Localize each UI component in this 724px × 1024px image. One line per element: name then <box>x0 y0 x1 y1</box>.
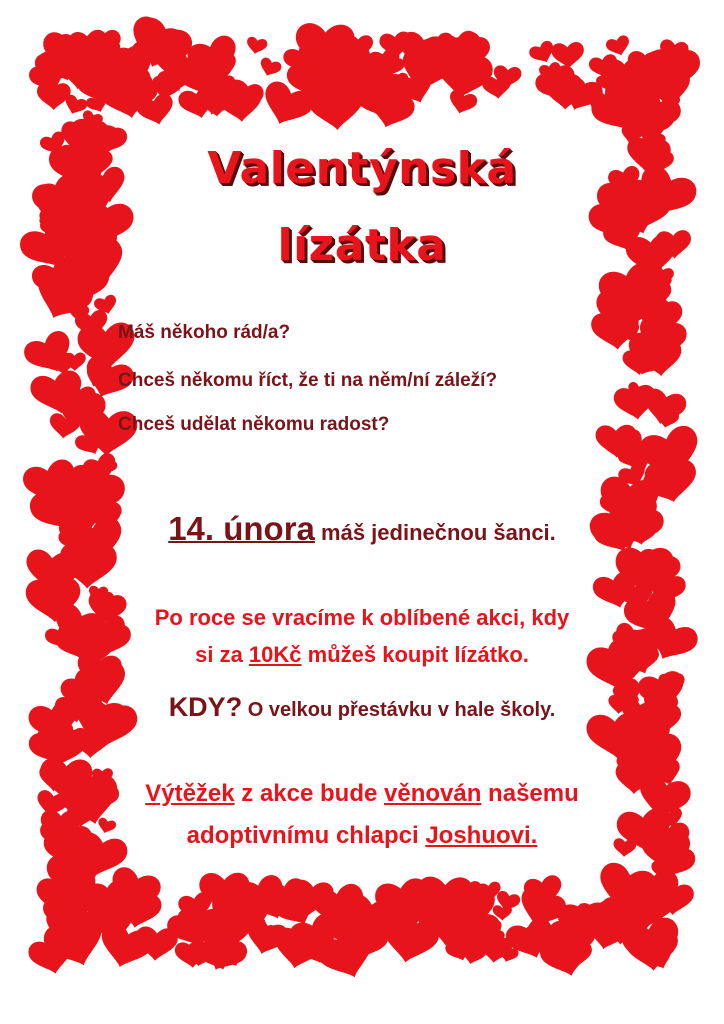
proceeds-text <box>0 773 724 857</box>
event-date: 14. února <box>168 510 315 547</box>
title-line-1: Valentýnská <box>207 143 517 194</box>
when-line <box>0 692 724 723</box>
proceeds-line-2 <box>0 815 724 857</box>
proceeds-word-2: věnován <box>384 780 482 807</box>
offer-line-1: Po roce se vracíme k oblíbené akci, kdy <box>154 605 570 630</box>
child-name: Joshuovi. <box>425 822 538 849</box>
offer-line-2 <box>0 636 724 673</box>
question-3: Chceš udělat někomu radost? <box>118 414 390 435</box>
when-text: O velkou přestávku v hale školy. <box>242 699 556 721</box>
date-line <box>0 510 724 548</box>
question-1: Máš někoho rád/a? <box>118 322 291 343</box>
proceeds-mid-2: našemu <box>481 780 579 807</box>
offer-line-2-pre: si za <box>195 642 249 667</box>
offer-text <box>0 599 724 673</box>
proceeds-mid-1: z akce bude <box>234 780 385 807</box>
price: 10Kč <box>248 642 302 667</box>
question-2: Chceš někomu říct, že ti na něm/ní záleží? <box>118 370 498 391</box>
offer-line-2-post: můžeš koupit lízátko. <box>301 642 529 667</box>
when-label: KDY? <box>168 692 243 722</box>
proceeds-line-2-pre: adoptivnímu chlapci <box>186 822 426 849</box>
proceeds-word-1: Výtěžek <box>145 780 235 807</box>
heart-icon <box>245 36 268 56</box>
date-line-rest: máš jedinečnou šanci. <box>314 520 556 545</box>
heart-icon <box>257 56 283 80</box>
proceeds-line-1 <box>0 773 724 815</box>
title-line-2: lízátka <box>277 220 447 271</box>
